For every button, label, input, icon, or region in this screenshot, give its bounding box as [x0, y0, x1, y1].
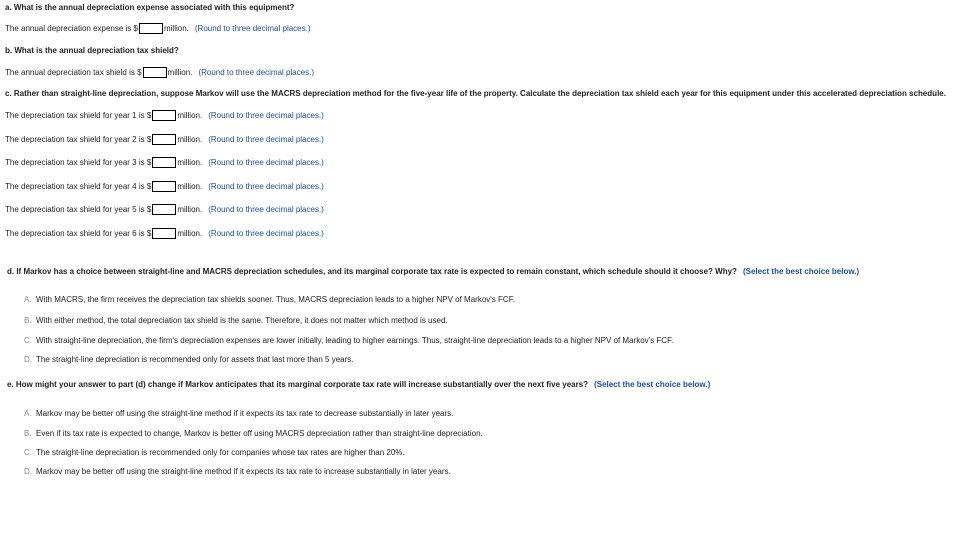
question-e — [7, 379, 710, 391]
choice-letter: B. — [24, 429, 32, 438]
rounding-hint: (Round to three decimal places.) — [208, 135, 324, 144]
rounding-hint: (Round to three decimal places.) — [208, 182, 324, 191]
unit-label: million. — [163, 24, 189, 33]
question-b: b. What is the annual depreciation tax shield? — [5, 46, 179, 55]
unit-label: million. — [177, 135, 203, 144]
rounding-hint: (Round to three decimal places.) — [208, 111, 324, 120]
choice-text: With straight-line depreciation, the firm's depreciation expenses are lower initially, leading to higher earnings. Thus, straight-line depreciation leads to a higher NPV of Markov's FCF. — [36, 336, 674, 345]
answer-row-c-year-6 — [5, 228, 324, 240]
answer-prefix: The depreciation tax shield for year 4 is $ — [5, 182, 152, 191]
answer-row-c-year-2 — [5, 134, 324, 146]
depreciation-expense-input[interactable] — [139, 23, 163, 34]
answer-prefix: The depreciation tax shield for year 1 is $ — [5, 111, 152, 120]
year-1-shield-input[interactable] — [152, 110, 176, 121]
answer-row-c-year-5 — [5, 204, 324, 216]
year-5-shield-input[interactable] — [152, 204, 176, 215]
answer-row-a — [5, 23, 311, 35]
answer-prefix: The annual depreciation tax shield is $ — [5, 68, 142, 77]
choice-letter: A. — [24, 409, 32, 418]
answer-prefix: The annual depreciation expense is $ — [5, 24, 138, 33]
year-2-shield-input[interactable] — [152, 134, 176, 145]
answer-prefix: The depreciation tax shield for year 3 is $ — [5, 158, 152, 167]
question-c: c. Rather than straight-line depreciation, suppose Markov will use the MACRS depreciation method for the five-year life of the property. Calculate the depreciation tax shield each year for this equipment under this accelerated depreciation schedule. — [5, 89, 946, 98]
choice-letter: C. — [24, 336, 32, 345]
choice-e-c[interactable] — [24, 447, 405, 459]
choice-letter: D. — [24, 467, 32, 476]
answer-row-c-year-4 — [5, 181, 324, 193]
unit-label: million. — [177, 111, 203, 120]
choice-text: With MACRS, the firm receives the depreciation tax shields sooner. Thus, MACRS depreciation leads to a higher NPV of Markov's FCF. — [36, 295, 515, 304]
choice-d-a[interactable] — [24, 294, 515, 306]
choice-d-d[interactable] — [24, 354, 354, 366]
choice-letter: B. — [24, 316, 32, 325]
unit-label: million. — [177, 205, 203, 214]
answer-row-c-year-1 — [5, 110, 324, 122]
select-hint: (Select the best choice below.) — [742, 267, 860, 276]
unit-label: million. — [177, 158, 203, 167]
year-6-shield-input[interactable] — [152, 228, 176, 239]
question-a: a. What is the annual depreciation expense associated with this equipment? — [5, 3, 295, 12]
unit-label: million. — [177, 229, 203, 238]
choice-text: Markov may be better off using the straight-line method if it expects its tax rate to increase substantially in later years. — [36, 467, 451, 476]
rounding-hint: (Round to three decimal places.) — [208, 158, 324, 167]
answer-prefix: The depreciation tax shield for year 5 is $ — [5, 205, 152, 214]
choice-text: Markov may be better off using the straight-line method if it expects its tax rate to decrease substantially in later years. — [36, 409, 454, 418]
choice-d-c[interactable] — [24, 335, 673, 347]
choice-text: The straight-line depreciation is recommended only for companies whose tax rates are higher than 20%. — [36, 448, 405, 457]
choice-letter: D. — [24, 355, 32, 364]
rounding-hint: (Round to three decimal places.) — [208, 205, 324, 214]
choice-d-b[interactable] — [24, 315, 448, 327]
answer-row-c-year-3 — [5, 157, 324, 169]
question-d-text: d. If Markov has a choice between straight-line and MACRS depreciation schedules, and its marginal corporate tax rate is expected to remain constant, which schedule should it choose? Why? — [7, 267, 737, 276]
unit-label: million. — [167, 68, 193, 77]
choice-e-a[interactable] — [24, 408, 453, 420]
year-4-shield-input[interactable] — [152, 181, 176, 192]
answer-row-b — [5, 67, 314, 79]
tax-shield-input[interactable] — [143, 67, 167, 78]
rounding-hint: (Round to three decimal places.) — [198, 68, 315, 77]
choice-text: Even if its tax rate is expected to change, Markov is better off using MACRS depreciation rather than straight-line depreciation. — [36, 429, 483, 438]
choice-text: The straight-line depreciation is recommended only for assets that last more than 5 years. — [36, 355, 354, 364]
choice-e-d[interactable] — [24, 466, 451, 478]
answer-prefix: The depreciation tax shield for year 2 is $ — [5, 135, 152, 144]
choice-e-b[interactable] — [24, 428, 483, 440]
rounding-hint: (Round to three decimal places.) — [194, 24, 311, 33]
choice-letter: C. — [24, 448, 32, 457]
unit-label: million. — [177, 182, 203, 191]
answer-prefix: The depreciation tax shield for year 6 is $ — [5, 229, 152, 238]
choice-text: With either method, the total depreciation tax shield is the same. Therefore, it does not matter which method is used. — [36, 316, 448, 325]
question-e-text: e. How might your answer to part (d) change if Markov anticipates that its marginal corporate tax rate will increase substantially over the next five years? — [7, 380, 589, 389]
rounding-hint: (Round to three decimal places.) — [208, 229, 324, 238]
year-3-shield-input[interactable] — [152, 157, 176, 168]
select-hint: (Select the best choice below.) — [594, 380, 711, 389]
question-d — [7, 266, 859, 278]
choice-letter: A. — [24, 295, 32, 304]
